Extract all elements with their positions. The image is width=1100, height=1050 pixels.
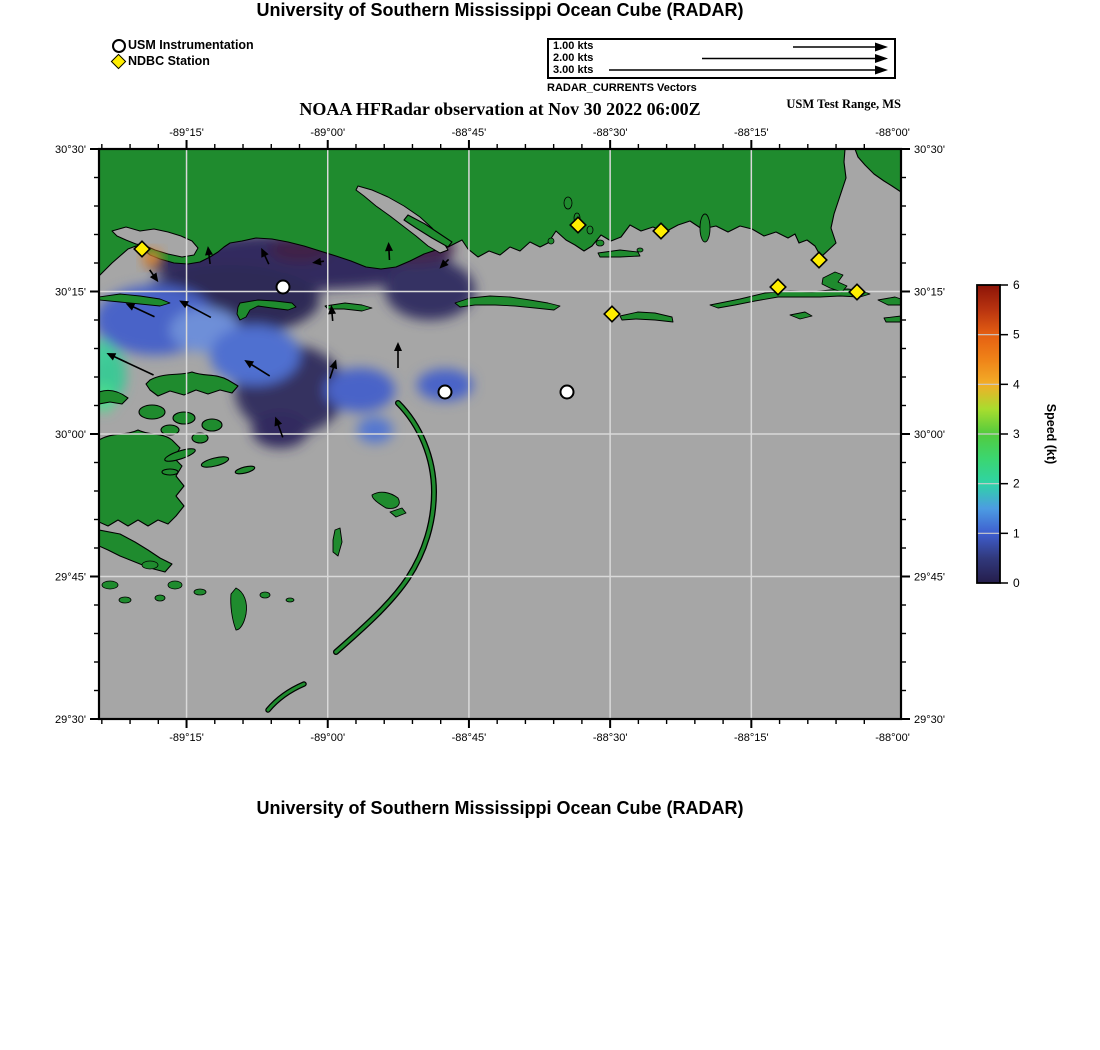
lon-tick-label: -88°00' — [875, 127, 910, 139]
lat-tick-label: 29°30' — [55, 714, 86, 726]
lat-tick-label: 30°00' — [914, 429, 945, 441]
lat-tick-label: 29°30' — [914, 714, 945, 726]
legend-usm-label: USM Instrumentation — [128, 38, 254, 52]
usm-instrument-marker — [439, 386, 452, 399]
vector-scale-caption: RADAR_CURRENTS Vectors — [547, 82, 697, 94]
observation-subtitle: NOAA HFRadar observation at Nov 30 2022 06:00Z — [299, 99, 701, 119]
lat-tick-label: 29°45' — [55, 571, 86, 584]
colorbar-tick-label: 0 — [1013, 576, 1020, 590]
scale-1kt-label: 1.00 kts — [553, 40, 594, 52]
region-label: USM Test Range, MS — [786, 97, 901, 111]
scale-3kt-label: 3.00 kts — [553, 64, 594, 76]
vector-scale-box — [547, 38, 896, 79]
map-legend — [112, 37, 254, 69]
lon-tick-label: -88°15' — [734, 732, 769, 744]
lon-tick-label: -88°30' — [592, 127, 628, 139]
lon-tick-label: -89°15' — [169, 127, 204, 139]
colorbar-tick-label: 5 — [1013, 327, 1020, 342]
legend-item-usm — [112, 37, 254, 53]
colorbar-tick-label: 4 — [1013, 377, 1020, 392]
legend-item-ndbc — [112, 53, 254, 69]
colorbar-title: Speed (kt) — [1044, 403, 1058, 465]
usm-instrument-marker — [561, 386, 574, 399]
lat-tick-label: 30°15' — [914, 286, 945, 299]
scale-arrows — [549, 40, 894, 77]
lat-tick-label: 30°15' — [55, 286, 86, 299]
lon-tick-label: -89°00' — [310, 127, 346, 139]
lat-tick-label: 30°30' — [55, 144, 86, 156]
figure-title: University of Southern Mississippi Ocean Cube (RADAR) — [256, 0, 744, 20]
legend-ndbc-label: NDBC Station — [128, 54, 210, 68]
lon-tick-label: -88°30' — [592, 732, 628, 744]
bottom-figure-title: University of Southern Mississippi Ocean Cube (RADAR) — [256, 798, 744, 818]
lon-tick-label: -89°15' — [169, 732, 204, 744]
scale-2kt-label: 2.00 kts — [553, 52, 594, 64]
lon-tick-label: -89°00' — [310, 732, 346, 744]
lon-tick-label: -88°45' — [451, 732, 487, 744]
lon-tick-label: -88°00' — [875, 732, 910, 744]
usm-circle-icon — [112, 38, 126, 52]
colorbar-tick-label: 3 — [1013, 427, 1020, 441]
lat-tick-label: 29°45' — [914, 571, 945, 584]
colorbar-tick-label: 2 — [1013, 476, 1020, 491]
lat-tick-label: 30°30' — [914, 144, 945, 156]
ndbc-diamond-icon — [112, 54, 126, 68]
lon-tick-label: -88°45' — [451, 127, 487, 139]
lon-tick-label: -88°15' — [734, 127, 769, 139]
colorbar-tick-label: 6 — [1013, 278, 1020, 292]
lat-tick-label: 30°00' — [55, 429, 86, 441]
colorbar-tick-label: 1 — [1013, 526, 1020, 541]
usm-instrument-marker — [277, 281, 290, 294]
colorbar — [977, 278, 1058, 590]
